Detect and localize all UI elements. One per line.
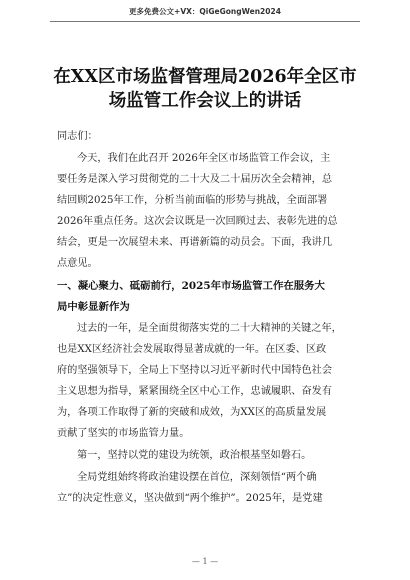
section1-line-3: 府的坚强领导下，全局上下坚持以习近平新时代中国特色社会 xyxy=(57,365,333,376)
intro-line-6: 点意见。 xyxy=(57,258,98,269)
page-number: — 1 — xyxy=(191,557,219,566)
intro-line-5: 结会，更是一次展望未来、再谱新篇的动员会。下面，我讲几 xyxy=(57,237,333,248)
header-divider xyxy=(50,21,360,22)
section1-line-4: 主义思想为指导，紧紧围绕全区中心工作，忠诚履职、奋发有 xyxy=(57,386,333,397)
intro-line-2: 要任务是深入学习贯彻党的二十大及二十届历次全会精神，总 xyxy=(57,174,333,185)
section1-line-2: 也是XX区经济社会发展取得显著成就的一年。在区委、区政 xyxy=(57,344,327,355)
section1-heading-line-2: 局中彰显新作为 xyxy=(57,301,130,313)
section1-line-1: 过去的一年，是全面贯彻落实党的二十大精神的关键之年， xyxy=(77,323,342,334)
page-header xyxy=(0,0,410,20)
intro-line-1: 今天，我们在此召开 2026年全区市场监管工作会议，主 xyxy=(77,153,331,164)
salutation: 同志们： xyxy=(57,131,98,142)
title-line-1: 在XX区市场监督管理局2026年全区市 xyxy=(53,67,357,87)
section1-line-6: 贡献了坚实的市场监管力量。 xyxy=(57,428,190,439)
point1-heading: 第一，坚持以党的建设为统领，政治根基坚如磐石。 xyxy=(77,450,312,461)
section1-heading-line-1: 一、凝心聚力、砥砺前行，2025年市场监管工作在服务大 xyxy=(57,280,325,292)
point1-line-2: 立”的决定性意义，坚决做到“两个维护”。2025年，是党建 xyxy=(57,493,323,504)
title-line-2: 场监管工作会议上的讲话 xyxy=(108,91,302,111)
intro-line-3: 结回顾2025年工作，分析当前面临的形势与挑战，全面部署 xyxy=(57,195,328,206)
header-promo-text: 更多免费公文+VX：QiGeGongWen2024 xyxy=(129,7,281,16)
intro-line-4: 2026年重点任务。这次会议既是一次回顾过去、表彰先进的总 xyxy=(57,216,338,227)
document-title xyxy=(30,65,380,113)
section1-line-5: 为，各项工作取得了新的突破和成效，为XX区的高质量发展 xyxy=(57,407,327,418)
point1-line-1: 全局党组始终将政治建设摆在首位，深刻领悟“两个确 xyxy=(77,472,317,483)
